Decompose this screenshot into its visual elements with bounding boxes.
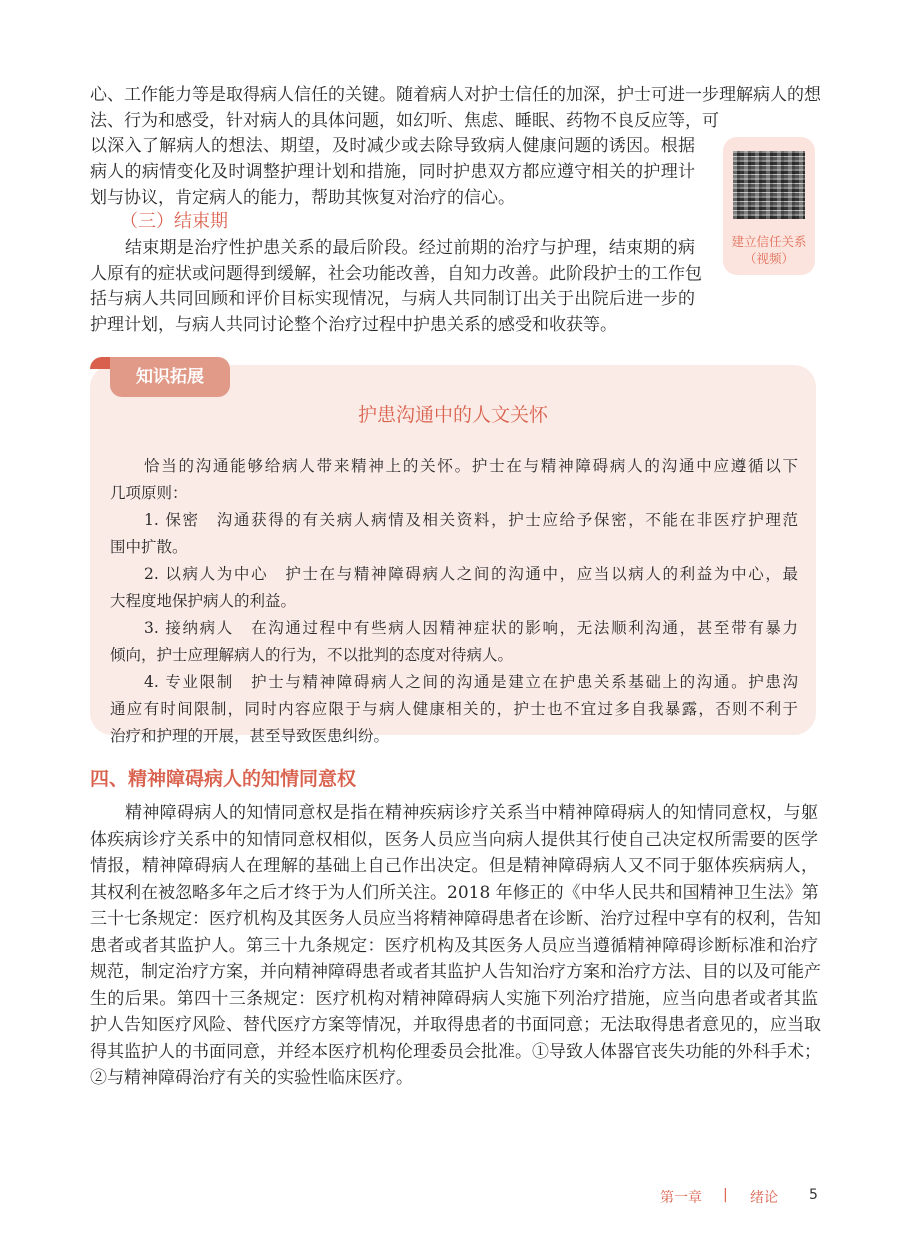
qr-code[interactable] — [733, 151, 805, 219]
text-line: 通应有时间限制，同时内容应限于与病人健康相关的，护士也不宜过多自我暴露，否则不利于 — [110, 700, 798, 718]
section-4-heading: 四、精神障碍病人的知情同意权 — [90, 768, 357, 790]
text-line: 其权利在被忽略多年之后才终于为人们所关注。2018 年修正的《中华人民共和国精神卫生法》第 — [90, 883, 819, 903]
text-line: 以深入了解病人的想法、期望，及时减少或去除导致病人健康问题的诱因。根据 — [90, 136, 695, 156]
knowledge-tab-label: 知识拓展 — [110, 357, 230, 397]
text-line: 围中扩散。 — [110, 538, 188, 556]
section-3-heading: （三）结束期 — [120, 211, 228, 232]
text-line: 几项原则： — [110, 484, 188, 502]
text-line: 得其监护人的书面同意，并经本医疗机构伦理委员会批准。①导致人体器官丧失功能的外科手术； — [90, 1042, 821, 1062]
text-line: 三十七条规定：医疗机构及其医务人员应当将精神障碍患者在诊断、治疗过程中享有的权利，告知 — [90, 909, 821, 929]
text-line: 生的后果。第四十三条规定：医疗机构对精神障碍病人实施下列治疗措施，应当向患者或者其监 — [90, 989, 818, 1009]
text-line: 1. 保密 沟通获得的有关病人病情及相关资料，护士应给予保密，不能在非医疗护理范 — [144, 511, 798, 529]
footer-separator: | — [723, 1187, 728, 1203]
text-line: 护理计划，与病人共同讨论整个治疗过程中护患关系的感受和收获等。 — [90, 315, 617, 335]
text-line: 4. 专业限制 护士与精神障碍病人之间的沟通是建立在护患关系基础上的沟通。护患沟 — [144, 673, 798, 691]
text-line: 大程度地保护病人的利益。 — [110, 592, 297, 610]
text-line: 治疗和护理的开展，甚至导致医患纠纷。 — [110, 727, 390, 745]
text-line: 法、行为和感受，针对病人的具体问题，如幻听、焦虑、睡眠、药物不良反应等，可 — [90, 111, 719, 131]
text-line: 规范，制定治疗方案，并向精神障碍患者或者其监护人告知治疗方案和治疗方法、目的以及可能产 — [90, 962, 821, 982]
page-number: 5 — [809, 1187, 818, 1203]
footer-title: 绪论 — [750, 1190, 778, 1206]
tab-corner-decoration — [90, 357, 112, 369]
text-line: 结束期是治疗性护患关系的最后阶段。经过前期的治疗与护理，结束期的病 — [125, 238, 695, 258]
text-line: 2. 以病人为中心 护士在与精神障碍病人之间的沟通中，应当以病人的利益为中心，最 — [144, 565, 798, 583]
qr-caption: 建立信任关系 — [731, 234, 807, 249]
text-line: 护人告知医疗风险、替代医疗方案等情况，并取得患者的书面同意；无法取得患者意见的，应当取 — [90, 1015, 821, 1035]
text-line: 情报，精神障碍病人在理解的基础上自己作出决定。但是精神障碍病人又不同于躯体疾病病人， — [90, 856, 818, 876]
qr-caption-sub: （视频） — [743, 251, 794, 266]
text-line: 括与病人共同回顾和评价目标实现情况，与病人共同制订出关于出院后进一步的 — [90, 289, 695, 309]
video-qr-card[interactable] — [723, 137, 815, 275]
text-line: 人原有的症状或问题得到缓解，社会功能改善，自知力改善。此阶段护士的工作包 — [90, 264, 702, 284]
text-line: 恰当的沟通能够给病人带来精神上的关怀。护士在与精神障碍病人的沟通中应遵循以下 — [144, 457, 798, 475]
footer-chapter: 第一章 — [660, 1190, 702, 1206]
text-line: 精神障碍病人的知情同意权是指在精神疾病诊疗关系当中精神障碍病人的知情同意权，与躯 — [125, 803, 818, 823]
knowledge-box-title: 护患沟通中的人文关怀 — [357, 404, 548, 426]
text-line: 3. 接纳病人 在沟通过程中有些病人因精神症状的影响，无法顺利沟通，甚至带有暴力 — [144, 619, 798, 637]
text-line: 心、工作能力等是取得病人信任的关键。随着病人对护士信任的加深，护士可进一步理解病人的想 — [90, 85, 821, 105]
text-line: 倾向，护士应理解病人的行为，不以批判的态度对待病人。 — [110, 646, 514, 664]
text-line: 划与协议，肯定病人的能力，帮助其恢复对治疗的信心。 — [90, 188, 515, 208]
text-line: 体疾病诊疗关系中的知情同意权相似，医务人员应当向病人提供其行使自己决定权所需要的医学 — [90, 830, 818, 850]
text-line: 患者或者其监护人。第三十九条规定：医疗机构及其医务人员应当遵循精神障碍诊断标准和治疗 — [90, 936, 818, 956]
text-line: 病人的病情变化及时调整护理计划和措施，同时护患双方都应遵守相关的护理计 — [90, 162, 695, 182]
text-line: ②与精神障碍治疗有关的实验性临床医疗。 — [90, 1068, 413, 1088]
